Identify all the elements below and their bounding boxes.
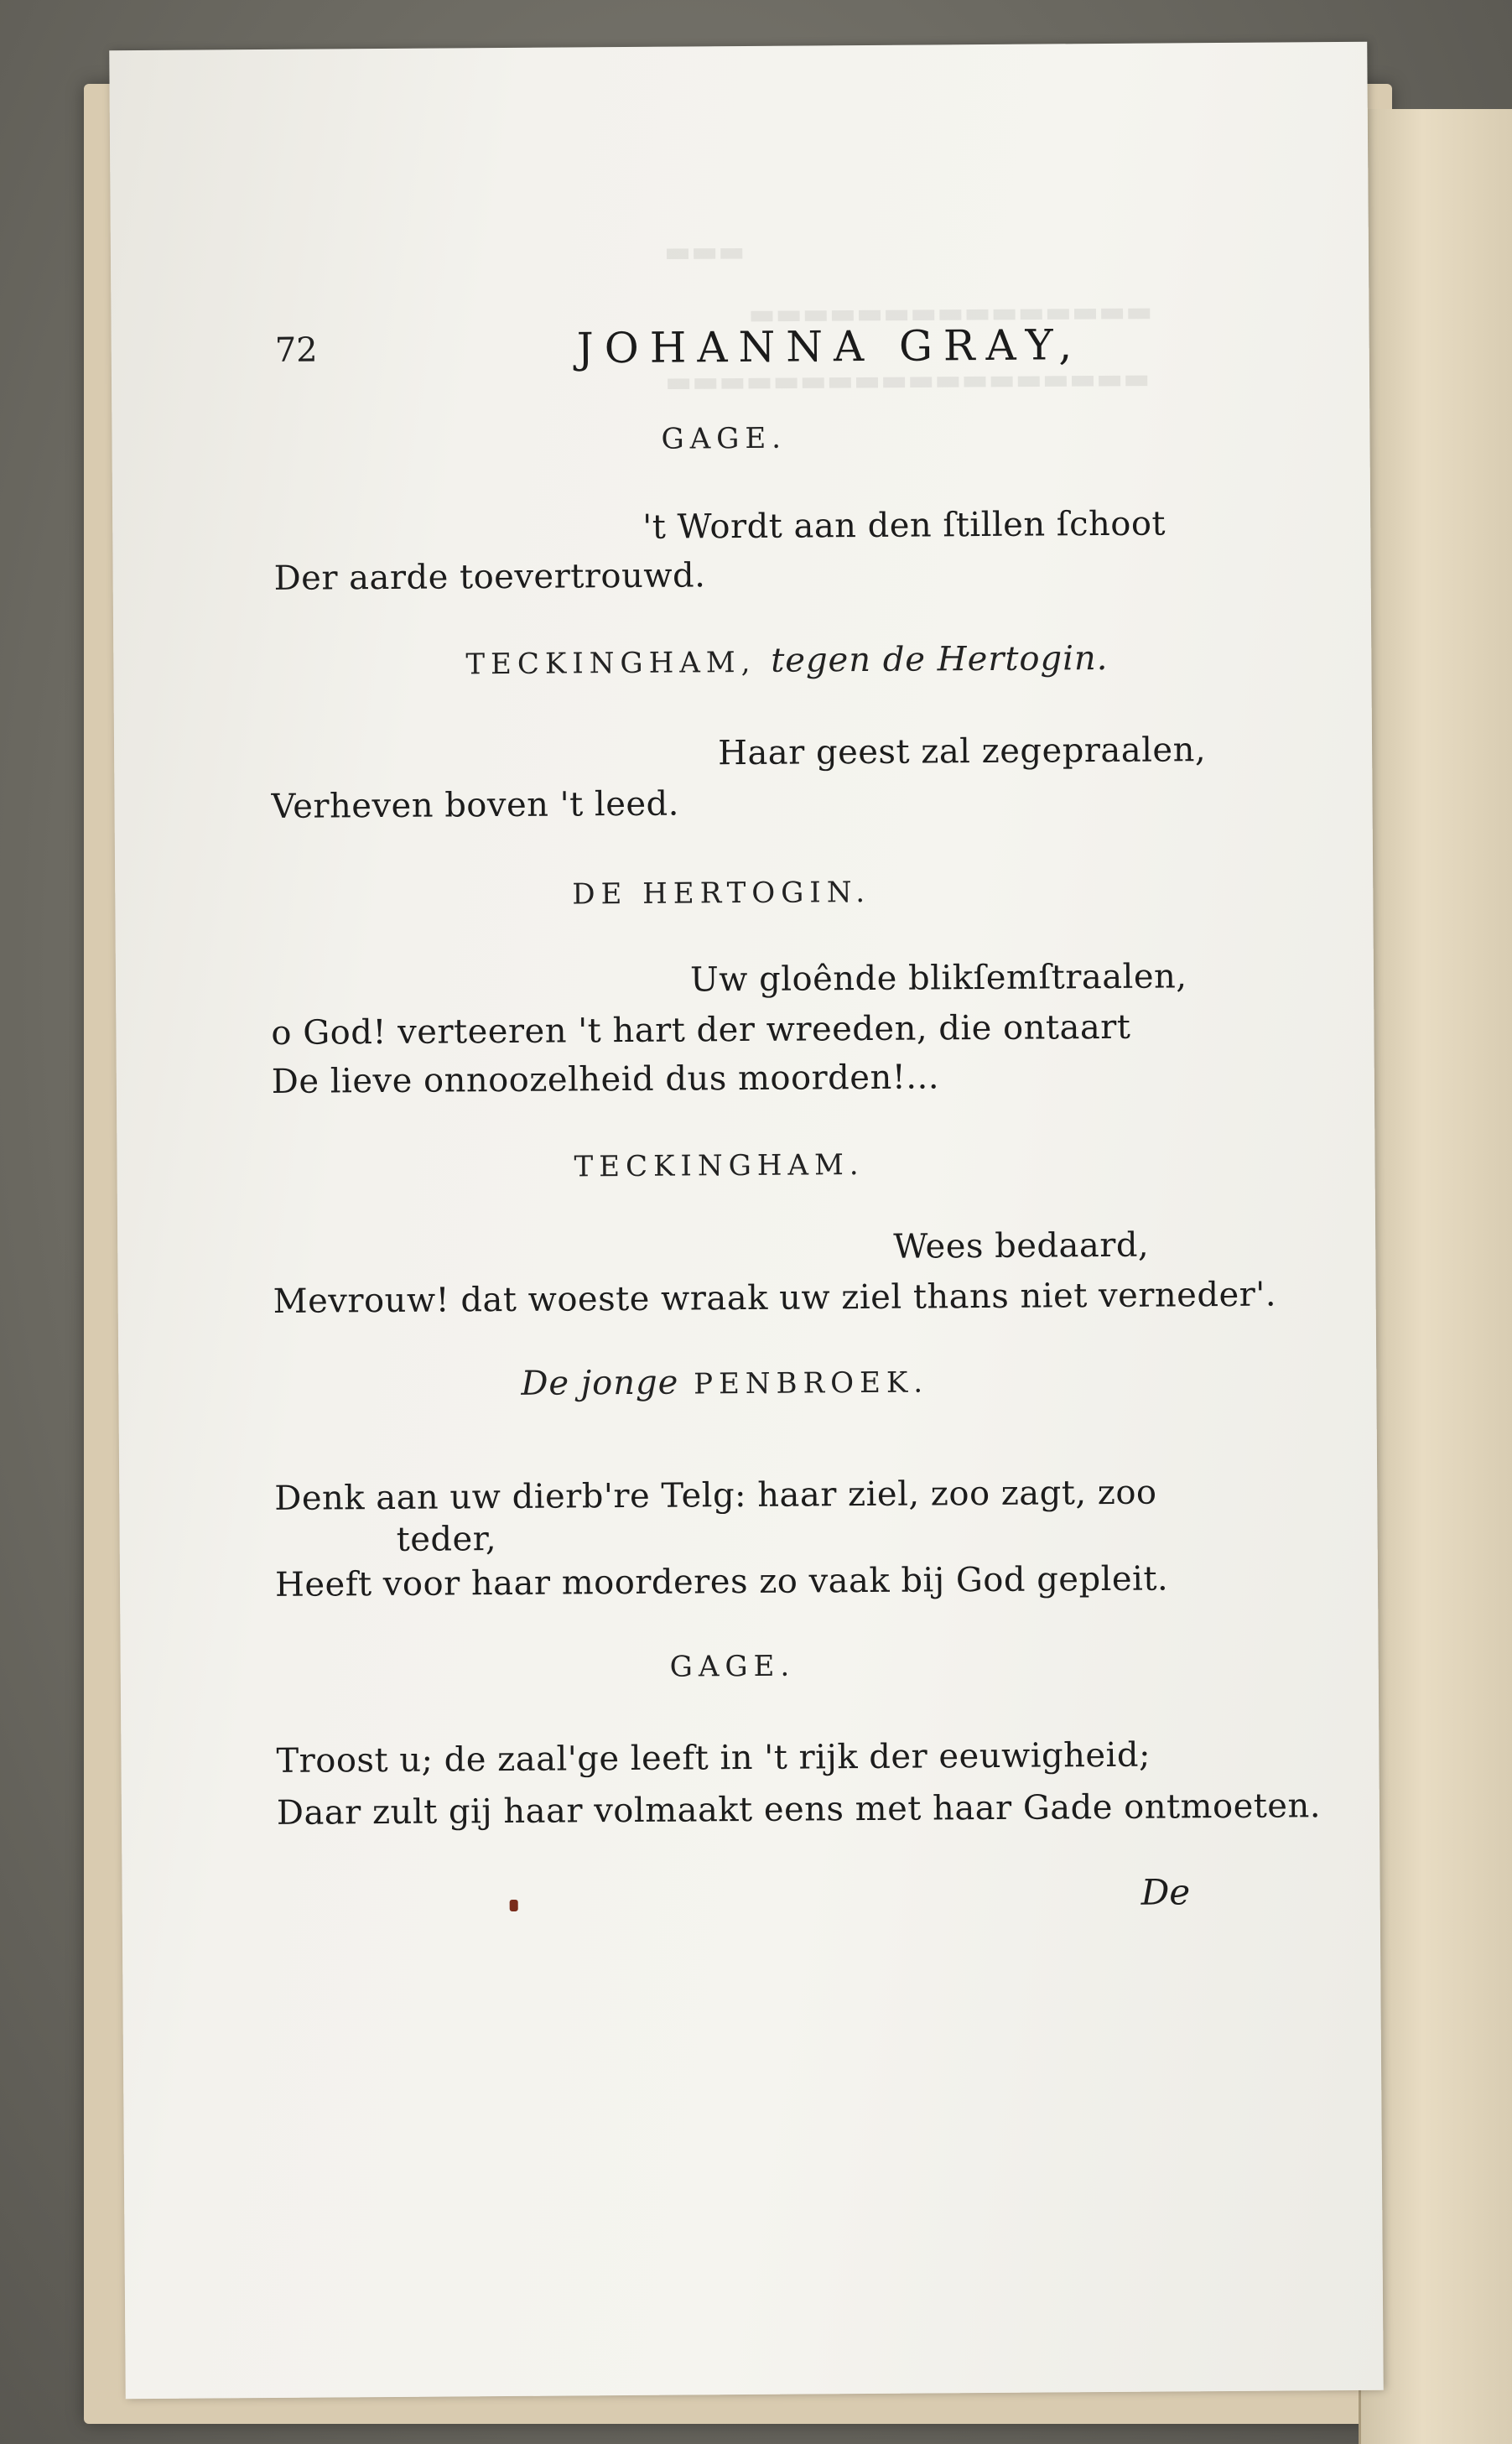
verse-line: Troost u; de zaal'ge leeft in 't rijk der eeuwigheid;	[276, 1735, 1151, 1781]
verse-line: Mevrouw! dat woeste wraak uw ziel thans niet verneder'.	[273, 1275, 1277, 1321]
verse-line: 't Wordt aan den ſtillen ſchoot	[642, 504, 1166, 547]
facing-page-edge	[1359, 109, 1512, 2444]
verse-line: De lieve onnoozelheid dus moorden!...	[271, 1058, 940, 1101]
speaker-prefix: De jonge	[521, 1363, 679, 1403]
verse-line: Denk aan uw dierb're Telg: haar ziel, zoo zagt, zoo	[274, 1473, 1157, 1518]
page-title: JOHANNA GRAY,	[576, 320, 1083, 373]
verse-line: Verheven boven 't leed.	[271, 784, 680, 826]
speaker-heading: TECKINGHAM.	[574, 1148, 865, 1184]
show-through: ▬▬▬	[663, 234, 746, 269]
verse-line: o God! verteeren 't hart der wreeden, die ontaart	[271, 1007, 1131, 1053]
verse-line: Daar zult gij haar volmaakt eens met haar Gade ontmoeten.	[276, 1786, 1322, 1833]
speaker-name: TECKINGHAM,	[465, 645, 756, 682]
verse-line: Uw gloênde blikſemſtraalen,	[689, 957, 1187, 1000]
stage-direction: tegen de Hertogin.	[771, 638, 1109, 680]
catchword: De	[1140, 1871, 1191, 1913]
book-page	[109, 42, 1384, 2399]
show-through: ▬▬▬▬▬▬▬▬▬▬▬▬▬▬▬▬▬▬	[664, 361, 1151, 399]
speaker-heading	[465, 639, 1108, 682]
speaker-name: PENBROEK.	[694, 1365, 929, 1401]
running-head	[274, 287, 1114, 393]
speaker-heading	[521, 1361, 928, 1402]
show-through: ▬▬▬▬▬▬▬▬▬▬▬▬▬▬▬	[748, 294, 1153, 331]
page-number: 72	[274, 330, 318, 370]
verse-line: Haar geest zal zegepraalen,	[717, 731, 1207, 773]
verse-line: Heeft voor haar moorderes zo vaak bij God gepleit.	[274, 1559, 1169, 1604]
speaker-heading: GAGE.	[661, 421, 787, 456]
speaker-heading: GAGE.	[669, 1649, 796, 1684]
speaker-heading: DE HERTOGIN.	[572, 875, 871, 912]
verse-line: Wees bedaard,	[893, 1225, 1150, 1266]
verse-line: teder,	[396, 1520, 497, 1559]
verse-line: Der aarde toevertrouwd.	[273, 556, 706, 598]
ink-spot	[510, 1900, 518, 1911]
